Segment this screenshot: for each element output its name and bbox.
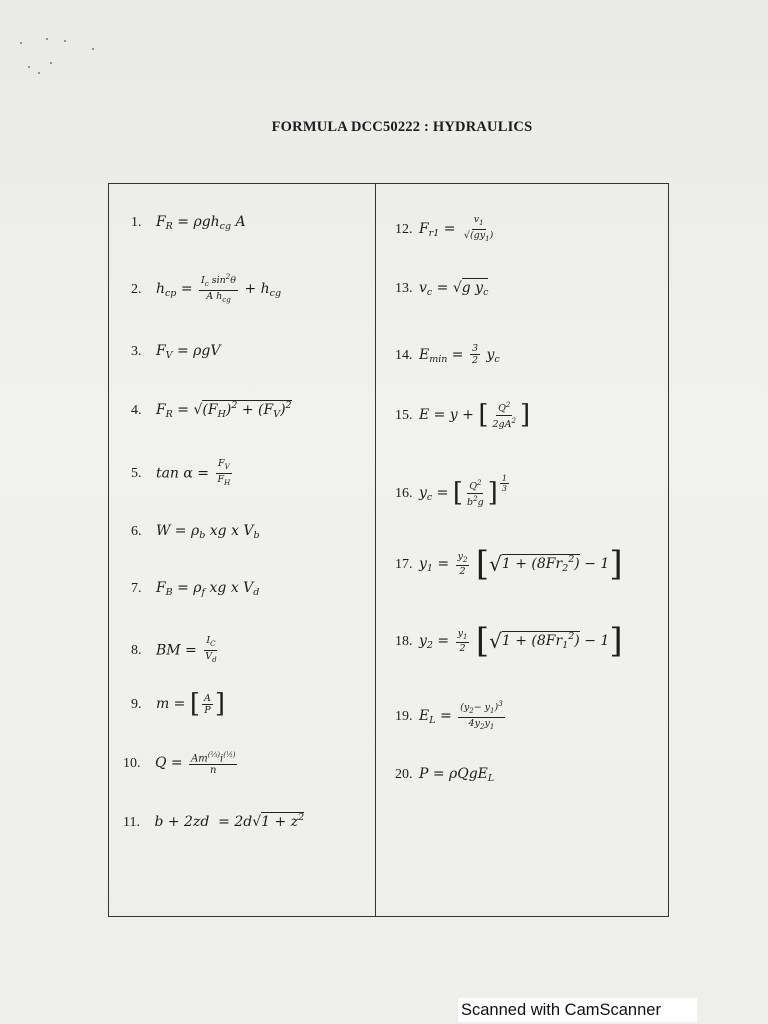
scanner-watermark: Scanned with CamScanner (458, 998, 697, 1022)
formula-9: 9. m = [ $\frac{A}{P}$ ] (131, 689, 226, 719)
formula-number: 8. (131, 643, 142, 659)
formula-15: 15. E = y + [ $\frac{Q^2}{2gA^2}$ ] (395, 400, 531, 430)
column-divider (375, 184, 376, 916)
formula-number: 18. (395, 634, 413, 649)
formula-5: 5. tan α = $\frac{F_V}{F_H}$ (131, 458, 231, 487)
formula-20: 20. P = ρQgE$_L$ (395, 766, 495, 784)
formula-table (108, 183, 669, 917)
formula-12: 12. $F_{r1}$ = $\frac{v_1}{√(gy_1)}$ (395, 214, 494, 243)
formula-8: 8. BM = $\frac{I_C}{V_d}$ (131, 635, 217, 664)
scan-specks (20, 38, 110, 88)
formula-number: 4. (131, 403, 142, 418)
formula-number: 14. (395, 347, 413, 363)
document-title: FORMULA DCC50222 : HYDRAULICS (271, 119, 533, 135)
formula-1: 1. $F_R = \rho gh_{cg}$ A (131, 214, 246, 232)
formula-4: 4. $F_R = √(F_H)^2 + (F_V)^2$ (131, 400, 292, 420)
formula-number: 1. (131, 215, 142, 230)
formula-number: 7. (131, 581, 142, 596)
formula-number: 2. (131, 281, 142, 297)
formula-number: 6. (131, 524, 142, 539)
formula-number: 20. (395, 767, 413, 782)
formula-3: 3. $F_V = \rho gV$ (131, 343, 221, 361)
formula-14: 14. $E_{min}$ = $\frac{3}{2}$ $y_c$ (395, 343, 500, 366)
formula-17: 17. $y_1$ = $\frac{y_2}{2}$ $[√1 + (8Fr_2^2) - 1]$ (395, 544, 623, 584)
formula-2: 2. $h_{cp}$ = $\frac{I_c \sin^2\theta}{A h_{cg}}$ + $h_{cg}$ (131, 273, 282, 304)
formula-number: 12. (395, 222, 413, 238)
formula-number: 19. (395, 708, 413, 724)
formula-number: 3. (131, 344, 142, 359)
formula-number: 10. (123, 756, 141, 772)
formula-number: 15. (395, 408, 413, 423)
formula-11: 11. $b + 2zd = 2d√1 + z^2$ (123, 812, 305, 830)
formula-13: 13. $v_c = √g$ $y_c$ (395, 280, 489, 298)
formula-7: 7. $F_B = \rho_f$ xg x $V_d$ (131, 580, 260, 598)
formula-number: 13. (395, 281, 413, 296)
formula-number: 17. (395, 557, 413, 572)
formula-6: 6. $W = \rho_b$ xg x $V_b$ (131, 523, 260, 541)
formula-19: 19. $E_L$ = $\frac{(y_2- y_1)^3}{4y_2y_1}$ (395, 700, 503, 731)
formula-10: 10. Q = $\frac{Am^{(\frac{2}{3})}i^{(\frac{1}{2})}}{n}$ (123, 751, 236, 777)
formula-16: 16. $y_c$ = [ $\frac{Q^2}{b^2g}$ ] $\frac{1}{3}$ (395, 474, 507, 508)
formula-number: 5. (131, 466, 142, 482)
formula-number: 16. (395, 486, 413, 501)
formula-18: 18. $y_2$ = $\frac{y_1}{2}$ $[√1 + (8Fr_1^2) - 1]$ (395, 621, 623, 661)
formula-number: 11. (123, 815, 140, 830)
formula-number: 9. (131, 697, 142, 712)
